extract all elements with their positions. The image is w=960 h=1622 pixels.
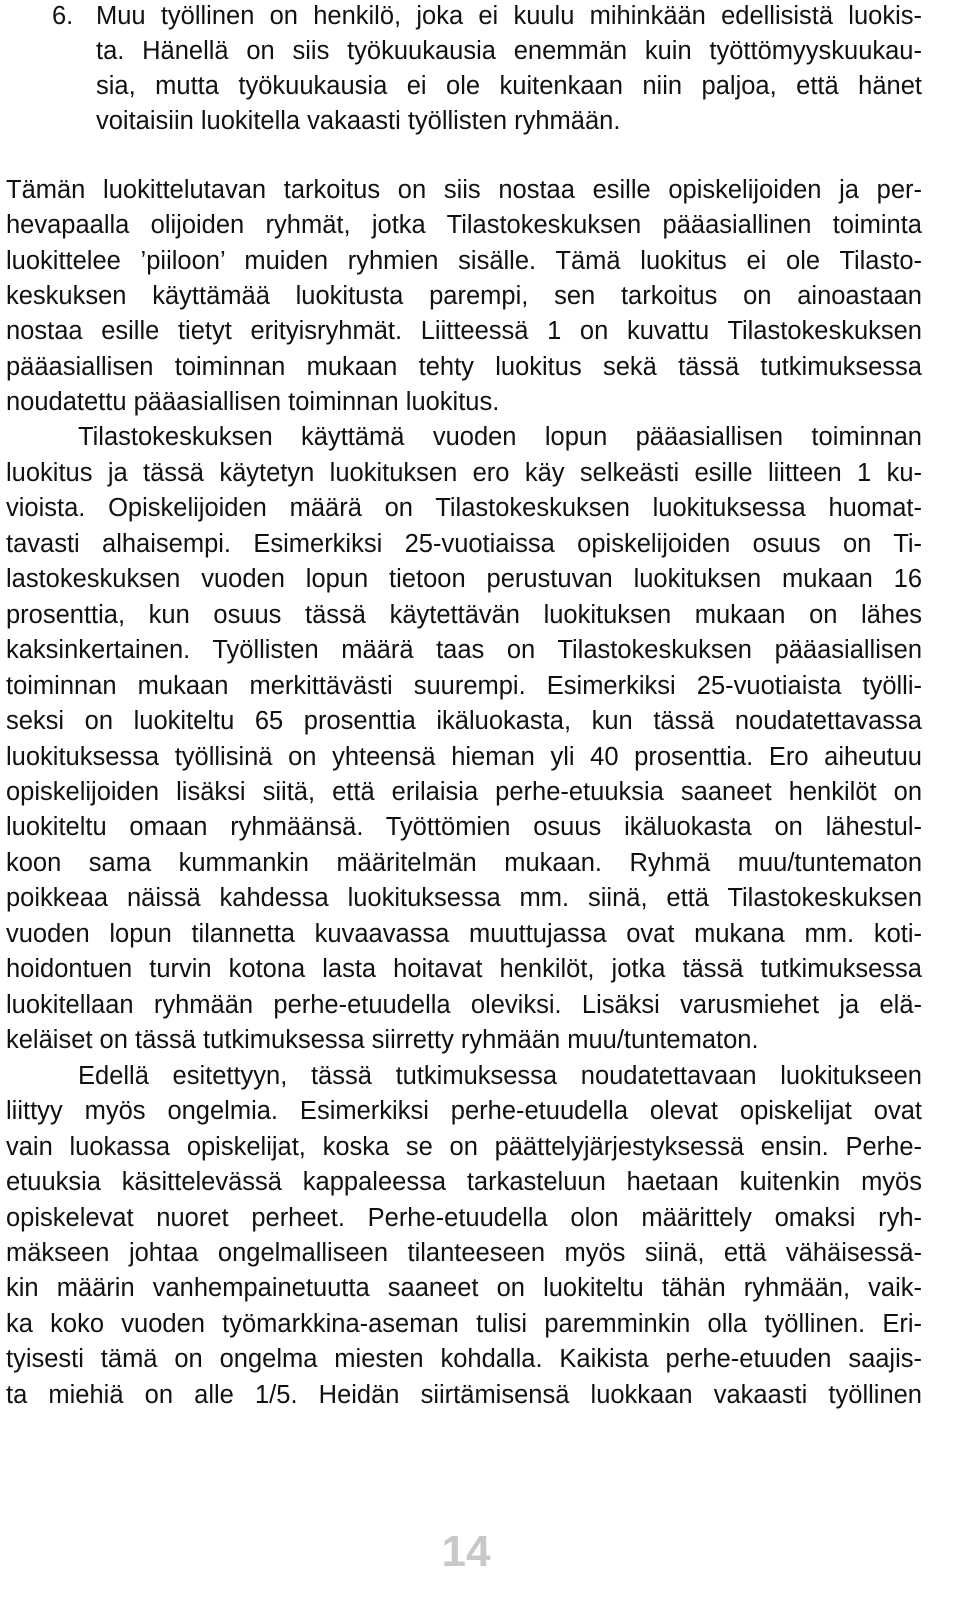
- text-line: vuoden lopun tilannetta kuvaavassa muuttujassa ovat mukana mm. koti-: [6, 920, 922, 948]
- text-line: toiminnan mukaan merkittävästi suurempi. Esimerkiksi 25-vuotiaista työlli-: [6, 672, 922, 700]
- text-line: Edellä esitettyyn, tässä tutkimuksessa noudatettavaan luokitukseen: [78, 1062, 922, 1090]
- text-line: luokitellaan ryhmään perhe-etuudella oleviksi. Lisäksi varusmiehet ja elä-: [6, 991, 922, 1019]
- text-line: kaksinkertainen. Työllisten määrä taas on Tilastokeskuksen pääasiallisen: [6, 636, 922, 664]
- page-number: 14: [441, 1527, 491, 1576]
- text-line: hoidontuen turvin kotona lasta hoitavat henkilöt, jotka tässä tutkimuksessa: [6, 955, 922, 983]
- text-line: ta miehiä on alle 1/5. Heidän siirtämisensä luokkaan vakaasti työllinen: [6, 1381, 922, 1409]
- text-line: prosenttia, kun osuus tässä käytettävän luokituksen mukaan on lähes: [6, 601, 922, 629]
- text-line: voitaisiin luokitella vakaasti työllisten ryhmään.: [96, 107, 621, 135]
- text-line: luokitus ja tässä käytetyn luokituksen ero käy selkeästi esille liitteen 1 ku-: [6, 459, 922, 487]
- text-line: luokittelee ’piiloon’ muiden ryhmien sisälle. Tämä luokitus ei ole Tilasto-: [6, 247, 922, 275]
- text-line: opiskelijoiden lisäksi siitä, että erilaisia perhe-etuuksia saaneet henkilöt on: [6, 778, 922, 806]
- text-line: hevapaalla olijoiden ryhmät, jotka Tilastokeskuksen pääasiallinen toiminta: [6, 211, 922, 239]
- text-line: luokituksessa työllisinä on yhteensä hieman yli 40 prosenttia. Ero aiheutuu: [6, 743, 922, 771]
- text-line: keläiset on tässä tutkimuksessa siirretty ryhmään muu/tuntematon.: [6, 1026, 759, 1054]
- text-line: vioista. Opiskelijoiden määrä on Tilastokeskuksen luokituksessa huomat-: [6, 494, 922, 522]
- list-item-number: 6.: [52, 2, 74, 30]
- text-line: etuuksia käsittelevässä kappaleessa tarkasteluun haetaan kuitenkin myös: [6, 1168, 922, 1196]
- text-line: Tämän luokittelutavan tarkoitus on siis nostaa esille opiskelijoiden ja per-: [6, 176, 922, 204]
- text-line: mäkseen johtaa ongelmalliseen tilanteeseen myös siinä, että vähäisessä-: [6, 1239, 922, 1267]
- text-line: lastokeskuksen vuoden lopun tietoon perustuvan luokituksen mukaan 16: [6, 565, 922, 593]
- text-line: nostaa esille tietyt erityisryhmät. Liitteessä 1 on kuvattu Tilastokeskuksen: [6, 317, 922, 345]
- text-line: sia, mutta työkuukausia ei ole kuitenkaan niin paljoa, että hänet: [96, 72, 922, 100]
- text-line: keskuksen käyttämää luokitusta parempi, sen tarkoitus on ainoastaan: [6, 282, 922, 310]
- text-line: opiskelevat nuoret perheet. Perhe-etuudella olon määrittely omaksi ryh-: [6, 1204, 922, 1232]
- text-line: kin määrin vanhempainetuutta saaneet on luokiteltu tähän ryhmään, vaik-: [6, 1274, 922, 1302]
- text-line: tavasti alhaisempi. Esimerkiksi 25-vuotiaissa opiskelijoiden osuus on Ti-: [6, 530, 922, 558]
- text-line: Tilastokeskuksen käyttämä vuoden lopun pääasiallisen toiminnan: [78, 423, 922, 451]
- text-line: seksi on luokiteltu 65 prosenttia ikäluokasta, kun tässä noudatettavassa: [6, 707, 922, 735]
- text-line: liittyy myös ongelmia. Esimerkiksi perhe-etuudella olevat opiskelijat ovat: [6, 1097, 922, 1125]
- text-line: poikkeaa näissä kahdessa luokituksessa mm. siinä, että Tilastokeskuksen: [6, 884, 922, 912]
- text-line: vain luokassa opiskelijat, koska se on päättelyjärjestyksessä ensin. Perhe-: [6, 1133, 922, 1161]
- text-line: koon sama kummankin määritelmän mukaan. Ryhmä muu/tuntematon: [6, 849, 922, 877]
- text-line: Muu työllinen on henkilö, joka ei kuulu mihinkään edellisistä luokis-: [96, 2, 922, 30]
- text-line: tyisesti tämä on ongelma miesten kohdalla. Kaikista perhe-etuuden saajis-: [6, 1345, 922, 1373]
- text-line: luokiteltu omaan ryhmäänsä. Työttömien osuus ikäluokasta on lähestul-: [6, 813, 922, 841]
- text-line: ta. Hänellä on siis työkuukausia enemmän kuin työttömyyskuukau-: [96, 37, 922, 65]
- text-line: ka koko vuoden työmarkkina-aseman tulisi paremminkin olla työllinen. Eri-: [6, 1310, 922, 1338]
- text-line: pääasiallisen toiminnan mukaan tehty luokitus sekä tässä tutkimuksessa: [6, 353, 922, 381]
- text-line: noudatettu pääasiallisen toiminnan luokitus.: [6, 388, 500, 416]
